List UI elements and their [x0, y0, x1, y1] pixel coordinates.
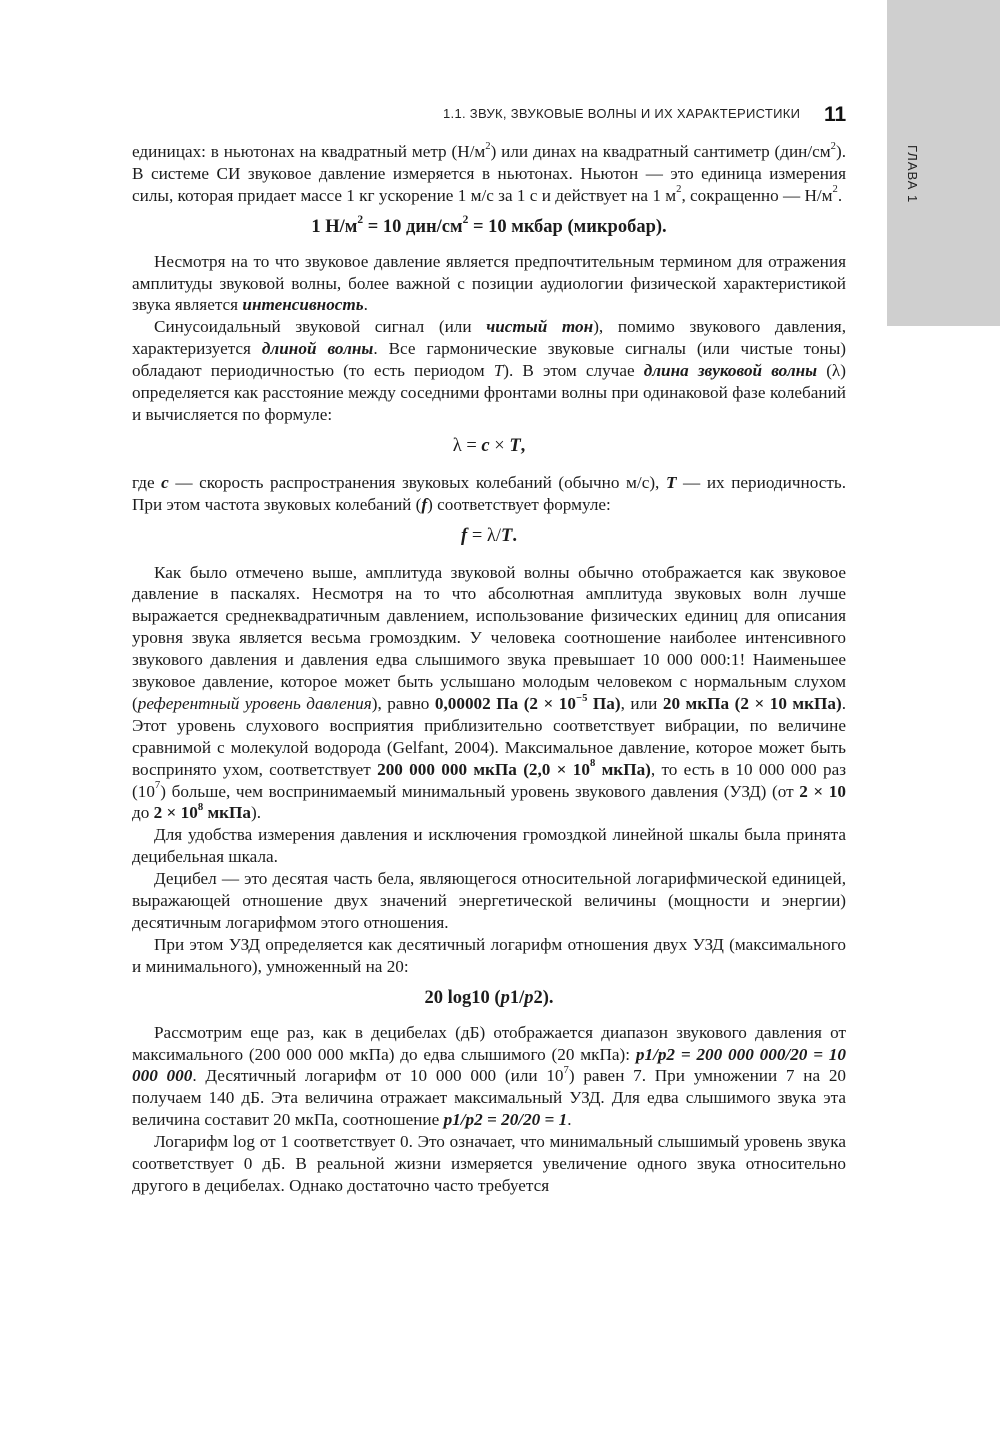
- paragraph-wavelength: Синусоидальный звуковой сигнал (или чистый тон), помимо звукового давления, характеризуется длиной волны. Все гармонические звуковые сигналы (или чистые тоны) обладают периодичностью (то есть периодом T). В этом случае длина звуковой волны (λ) определяется как расстояние между соседними фронтами волны при одинаковой фазе колебаний и вычисляется по формуле:: [132, 317, 847, 424]
- chapter-tab-label: ГЛАВА 1: [905, 145, 920, 204]
- paragraph-speed: где c — скорость распространения звуковых колебаний (обычно м/с), T — их периодичность. При этом частота звуковых колебаний (f) соответствует формуле:: [132, 472, 846, 514]
- running-head: 1.1. ЗВУК, ЗВУКОВЫЕ ВОЛНЫ И ИХ ХАРАКТЕРИСТИКИ: [443, 106, 801, 121]
- formula-frequency: f = λ/T.: [461, 525, 517, 546]
- formula-spl: 20 log10 (p1/p2).: [424, 987, 554, 1008]
- page-body: [132, 141, 846, 1197]
- paragraph-intensity: Несмотря на то что звуковое давление является предпочтительным термином для отражения амплитуды звуковой волны, более важной с позиции аудиологии физической характеристикой звука является интенсивность.: [132, 251, 846, 315]
- formula-pressure-units: 1 $Н/м^2 = 10$ дин/$см^2 = 10$ мкбар (микробар).: [311, 213, 667, 237]
- paragraph-decibel-definition: Децибел — это десятая часть бела, являющегося относительной логарифмической единицей, выражающей отношение двух значений энергетической величины (мощности и энергии) десятичным логарифмом этого отношения.: [132, 869, 846, 932]
- paragraph-decibel-scale: Для удобства измерения давления и исключения громоздкой линейной шкалы была принята децибельная шкала.: [132, 825, 846, 867]
- paragraph-db-example: Рассмотрим еще раз, как в децибелах (дБ) отображается диапазон звукового давления от максимального (200 000 000 мкПа) до едва слышимого (20 мкПа): p1/p2 = 200 000 000/20 = 10 000 000. Десятичный логарифм от 10 000 000 (или $10^7$) равен 7. При умножении 7 на 20 получаем 140 дБ. Эта величина отражает максимальный УЗД. Для едва слышимого звука эта величина составит 20 мкПа, соотношение p1/p2 = 20/20 = 1.: [132, 1022, 847, 1130]
- paragraph-units: единицах: в ньютонах на квадратный метр $(Н/м^2)$ или динах на квадратный сантиметр $(дин/см^2)$. В системе СИ звуковое давление измеряется в ньютонах. Ньютон — это единица измерения силы, которая придает массе 1 кг ускорение 1 м/с за 1 с и действует на 1 $м^2$, сокращенно — $Н/м^2$.: [132, 140, 846, 205]
- paragraph-pressure-range: Как было отмечено выше, амплитуда звуковой волны обычно отображается как звуковое давление в паскалях. Несмотря на то что абсолютная амплитуда звуковых волн лучше выражается среднеквадратичным давлением, использование физических единиц для описания уровня звука является весьма громоздким. У человека соотношение наиболее интенсивного звукового давления и давления едва слышимого звука превышает 10 000 000:1! Наименьшее звуковое давление, которое может быть услышано молодым человеком с нормальным слухом (референтный уровень давления), равно 0,00002 Па ($2 \times 10^{-5}$ Па), или 20 мкПа (2 × 10 мкПа). Этот уровень слухового восприятия приблизительно соответствует вибрации, по величине сравнимой с молекулой водорода (Gelfant, 2004). Максимальное давление, которое может быть воспринято ухом, соответствует 200 000 000 мкПа ($2,0 \times 10^8$ мкПа), то есть в 10 000 000 раз $(10^7)$ больше, чем воспринимаемый минимальный уровень звукового давления (УЗД) (от 2 × 10 до $2 \times 10^8$ мкПа).: [132, 562, 847, 823]
- formula-wavelength: λ = c × T,: [452, 435, 526, 456]
- paragraph-log-zero: Логарифм log от 1 соответствует 0. Это означает, что минимальный слышимый уровень звука соответствует 0 дБ. В реальной жизни измеряется увеличение одного звука относительно другого в децибелах. Однако достаточно часто требуется: [132, 1132, 846, 1195]
- paragraph-spl-definition: При этом УЗД определяется как десятичный логарифм отношения двух УЗД (максимального и минимального), умноженный на 20:: [132, 934, 846, 976]
- chapter-side-tab: [887, 0, 1000, 326]
- page-number: 11: [824, 103, 847, 126]
